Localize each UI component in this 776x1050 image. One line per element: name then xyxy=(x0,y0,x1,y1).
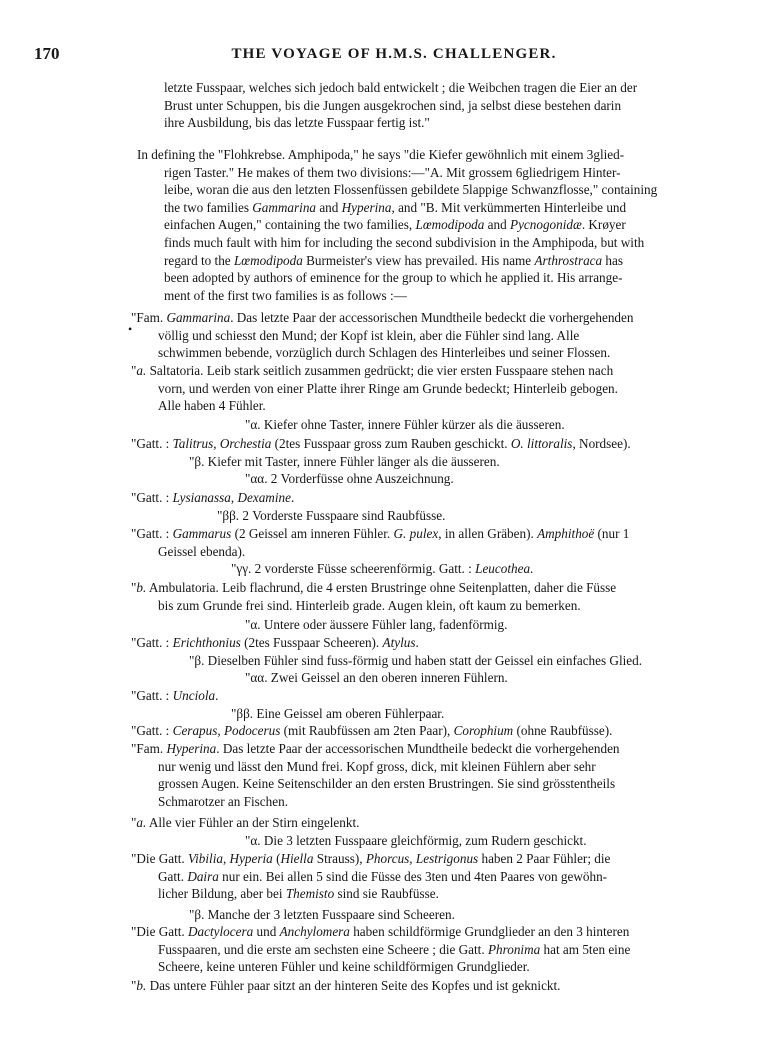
text-line: bis zum Grunde frei sind. Hinterleib grade. Augen klein, oft kaum zu bemerken. xyxy=(158,597,581,613)
paragraph xyxy=(231,560,753,578)
text-line: "Fam. Hyperina. Das letzte Paar der accessorischen Mundtheile bedeckt die vorhergehenden xyxy=(131,741,620,756)
paragraph xyxy=(131,722,753,740)
text-line: leibe, woran die aus den letzten Flossenfüssen gebildete 5lappige Schwanzflosse," containing xyxy=(164,182,658,198)
text-line: nur wenig und lässt den Mund frei. Kopf gross, dick, mit kleinen Fühlern aber sehr xyxy=(158,758,596,774)
text-line: "α. Untere oder äussere Fühler lang, fadenförmig. xyxy=(245,617,508,632)
text-line: "Gatt. : Erichthonius (2tes Fusspaar Scheeren). Atylus. xyxy=(131,635,419,650)
text-line: Gatt. Daira nur ein. Bei allen 5 sind die Füsse des 3ten und 4ten Paares von gewöhn- xyxy=(158,868,608,884)
paragraph xyxy=(245,832,753,850)
text-line: Scheere, keine unteren Fühler und keine schildförmigen Grundglieder. xyxy=(158,959,530,975)
paragraph xyxy=(189,906,753,924)
running-title: THE VOYAGE OF H.M.S. CHALLENGER. xyxy=(231,46,557,62)
paragraph xyxy=(131,489,753,507)
paragraph xyxy=(131,814,753,832)
text-line: "Die Gatt. Dactylocera und Anchylomera haben schildförmige Grundglieder an den 3 hinteren xyxy=(131,924,630,939)
text-line: vorn, und werden von einer Platte ihrer Ringe am Grunde bedeckt; Hinterleib gebogen. xyxy=(158,380,618,396)
text-line: finds much fault with him for including the second subdivision in the Amphipoda, but with xyxy=(164,234,645,250)
paragraph xyxy=(131,525,753,560)
running-header xyxy=(34,44,754,66)
paragraph xyxy=(189,453,753,471)
text-line: rigen Taster." He makes of them two divisions:—"A. Mit grossem 6gliedrigem Hinter- xyxy=(164,164,621,180)
text-line: "Gatt. : Gammarus (2 Geissel am inneren Fühler. G. pulex, in allen Gräben). Amphithoë (nur 1 xyxy=(131,526,630,541)
text-line: grossen Augen. Keine Seitenschilder an den ersten Brustringen. Sie sind grösstentheils xyxy=(158,776,616,792)
text-line: ihre Ausbildung, bis das letzte Fusspaar fertig ist." xyxy=(164,115,430,131)
text-line: Alle haben 4 Fühler. xyxy=(158,398,266,414)
text-line: "Gatt. : Talitrus, Orchestia (2tes Fusspaar gross zum Rauben geschickt. O. littoralis, Nordsee). xyxy=(131,436,631,451)
text-line: einfachen Augen," containing the two families, Lœmodipoda and Pycnogonidæ. Krøyer xyxy=(164,217,626,233)
text-line: In defining the "Flohkrebse. Amphipoda," he says "die Kiefer gewöhnlich mit einem 3glied- xyxy=(137,147,625,162)
text-line: Schmarotzer an Fischen. xyxy=(158,793,289,809)
page-number: 170 xyxy=(34,44,60,63)
paragraph xyxy=(131,579,753,614)
text-line: "Gatt. : Cerapus, Podocerus (mit Raubfüssen am 2ten Paar), Corophium (ohne Raubfüsse). xyxy=(131,723,613,738)
text-line: "b. Ambulatoria. Leib flachrund, die 4 ersten Brustringe ohne Seitenplatten, daher die Füsse xyxy=(131,580,617,595)
text-line: letzte Fusspaar, welches sich jedoch bald entwickelt ; die Weibchen tragen die Eier an der xyxy=(164,80,638,95)
paragraph xyxy=(131,634,753,652)
paragraph xyxy=(245,416,753,434)
paragraph xyxy=(131,309,753,362)
text-line: Brust unter Schuppen, bis die Jungen ausgekrochen sind, ja selbst diese bestehen darin xyxy=(164,97,622,113)
text-line: licher Bildung, aber bei Themisto sind sie Raubfüsse. xyxy=(158,886,439,902)
text-line: "a. Saltatoria. Leib stark seitlich zusammen gedrückt; die vier ersten Fusspaare stehen nach xyxy=(131,363,614,378)
paragraph xyxy=(164,79,753,132)
text-line: regard to the Lœmodipoda Burmeister's view has prevailed. His name Arthrostraca has xyxy=(164,252,624,268)
text-line: "Die Gatt. Vibilia, Hyperia (Hiella Strauss), Phorcus, Lestrigonus haben 2 Paar Fühler; die xyxy=(131,851,611,866)
text-line: völlig und schiesst den Mund; der Kopf ist klein, aber die Fühler sind lang. Alle xyxy=(158,327,580,343)
paragraph xyxy=(131,362,753,415)
text-line: "Gatt. : Lysianassa, Dexamine. xyxy=(131,490,295,505)
paragraph xyxy=(189,652,753,670)
text-line: "b. Das untere Fühler paar sitzt an der hinteren Seite des Kopfes und ist geknickt. xyxy=(131,978,561,993)
text-line: "αα. 2 Vorderfüsse ohne Auszeichnung. xyxy=(245,471,454,486)
text-line: "ββ. 2 Vorderste Fusspaare sind Raubfüsse. xyxy=(217,508,446,523)
paragraph xyxy=(245,470,753,488)
text-line: "a. Alle vier Fühler an der Stirn eingelenkt. xyxy=(131,815,360,830)
text-line: "β. Manche der 3 letzten Fusspaare sind Scheeren. xyxy=(189,907,455,922)
text-line: "ββ. Eine Geissel am oberen Fühlerpaar. xyxy=(231,706,445,721)
text-line: ment of the first two families is as follows :— xyxy=(164,287,407,303)
paragraph xyxy=(131,977,753,995)
paragraph xyxy=(131,687,753,705)
text-line: Fusspaaren, und die erste am sechsten eine Scheere ; die Gatt. Phronima hat am 5ten eine xyxy=(158,941,631,957)
text-line: the two families Gammarina and Hyperina, and "B. Mit verkümmerten Hinterleibe und xyxy=(164,199,627,215)
paragraph xyxy=(137,146,753,304)
paragraph xyxy=(245,616,753,634)
paragraph xyxy=(131,740,753,810)
text-line: "Gatt. : Unciola. xyxy=(131,688,219,703)
text-line: "α. Kiefer ohne Taster, innere Fühler kürzer als die äusseren. xyxy=(245,417,565,432)
paragraph xyxy=(231,705,753,723)
margin-mark: • xyxy=(128,322,133,336)
paragraph xyxy=(245,669,753,687)
text-line: "β. Kiefer mit Taster, innere Fühler länger als die äusseren. xyxy=(189,454,500,469)
text-line: "Fam. Gammarina. Das letzte Paar der accessorischen Mundtheile bedeckt die vorhergehenden xyxy=(131,310,634,325)
paragraph xyxy=(131,435,753,453)
text-line: been adopted by authors of eminence for the group to which he applied it. His arrange- xyxy=(164,270,623,286)
text-line: schwimmen bebende, vorzüglich durch Schlagen des Hinterleibes und seiner Flossen. xyxy=(158,345,611,361)
text-line: "β. Dieselben Fühler sind fuss-förmig und haben statt der Geissel ein einfaches Glied. xyxy=(189,653,643,668)
text-line: "γγ. 2 vorderste Füsse scheerenförmig. Gatt. : Leucothea. xyxy=(231,561,534,576)
paragraph xyxy=(217,507,753,525)
paragraph xyxy=(131,923,753,976)
text-line: "αα. Zwei Geissel an den oberen inneren Fühlern. xyxy=(245,670,508,685)
paragraph xyxy=(131,850,753,903)
text-line: Geissel ebenda). xyxy=(158,543,246,559)
text-line: "α. Die 3 letzten Fusspaare gleichförmig, zum Rudern geschickt. xyxy=(245,833,587,848)
